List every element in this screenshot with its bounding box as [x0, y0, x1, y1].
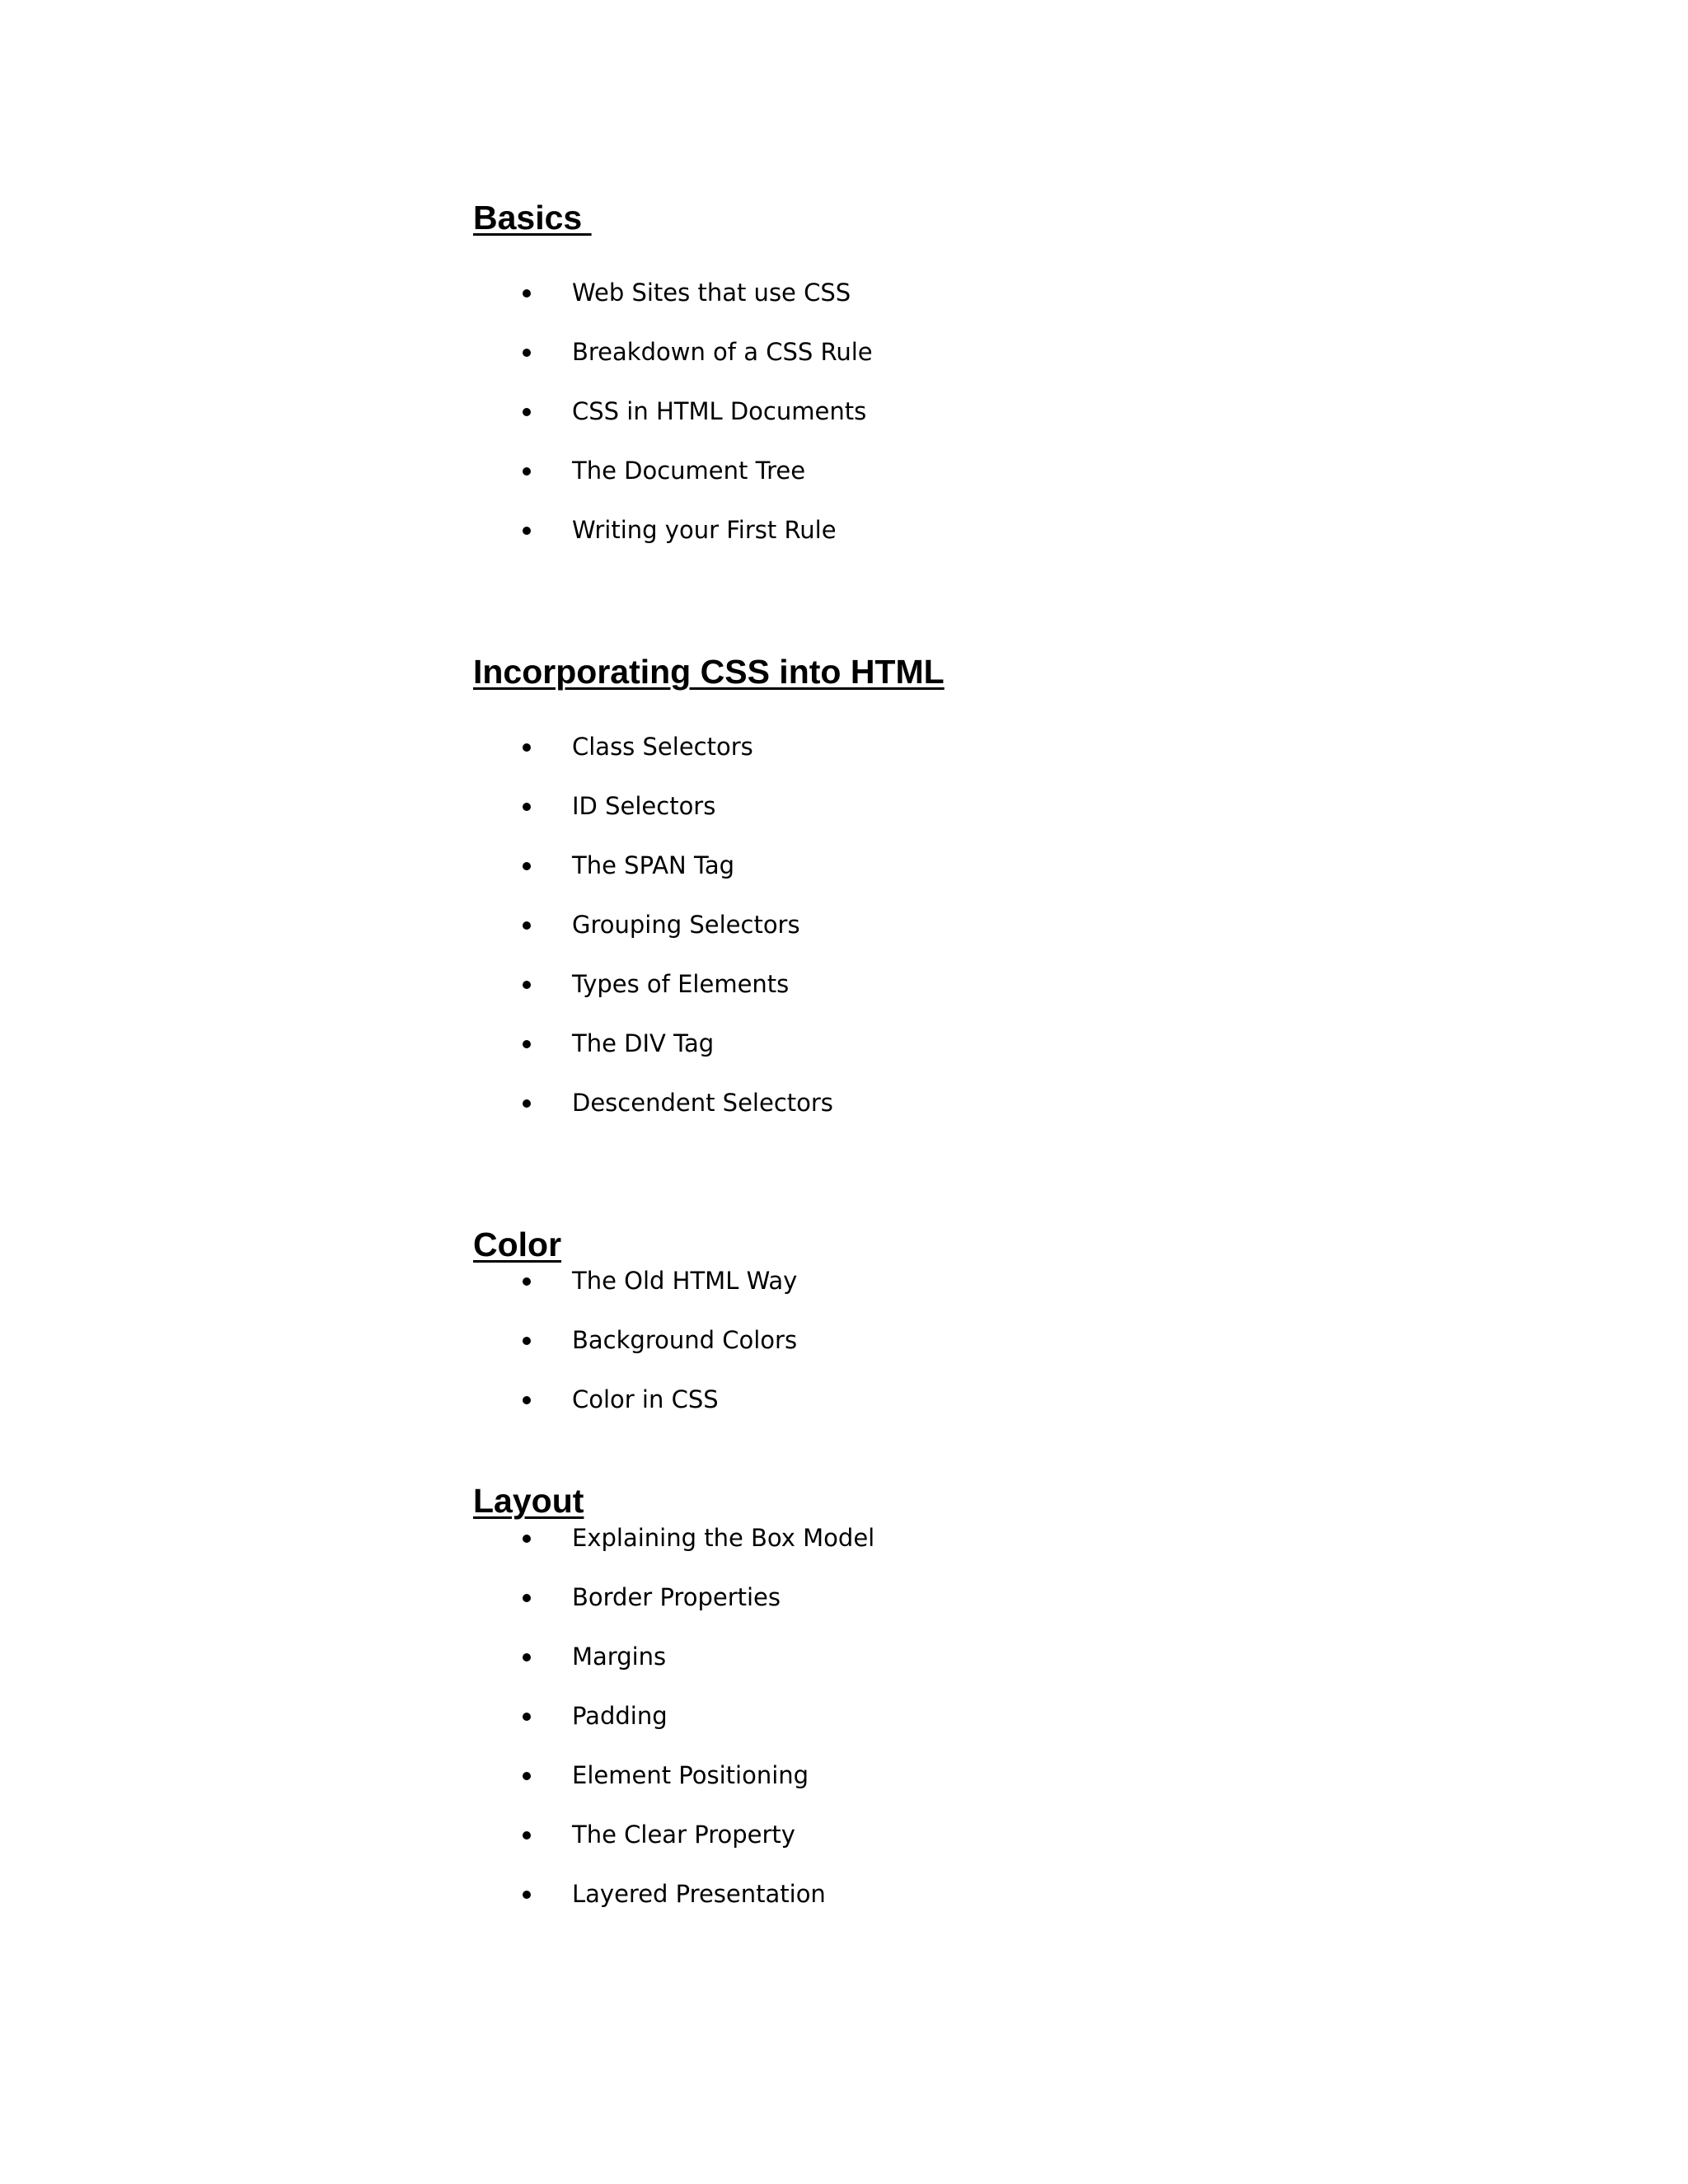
list-item-text: Class Selectors	[572, 733, 753, 761]
list-item-text: Background Colors	[572, 1326, 798, 1354]
bullet-icon	[523, 1891, 531, 1899]
bullet-icon	[523, 1653, 531, 1661]
list-item-text: Types of Elements	[572, 970, 790, 998]
bullet-icon	[523, 1831, 531, 1840]
list-item-text: Breakdown of a CSS Rule	[572, 338, 873, 366]
list-item-text: Grouping Selectors	[572, 911, 800, 939]
section-heading-color: Color	[473, 1226, 562, 1263]
list-item-text: Layered Presentation	[572, 1880, 826, 1908]
bullet-icon	[523, 1772, 531, 1780]
list-item-text: Element Positioning	[572, 1761, 809, 1789]
list-item-text: Web Sites that use CSS	[572, 279, 851, 307]
bullet-icon	[523, 1713, 531, 1721]
list-item-text: Padding	[572, 1702, 668, 1730]
bullet-icon	[523, 921, 531, 930]
bullet-icon	[523, 289, 531, 298]
bullet-icon	[523, 803, 531, 811]
bullet-icon	[523, 1277, 531, 1286]
section-heading-basics: Basics	[473, 199, 592, 237]
bullet-icon	[523, 408, 531, 416]
list-item-text: The Document Tree	[572, 457, 806, 485]
bullet-icon	[523, 743, 531, 752]
list-item-text: Writing your First Rule	[572, 516, 837, 544]
section-heading-incorporating-css: Incorporating CSS into HTML	[473, 653, 945, 691]
bullet-icon	[523, 1535, 531, 1543]
list-item-text: Margins	[572, 1643, 667, 1671]
list-item-text: The Old HTML Way	[572, 1267, 798, 1295]
bullet-icon	[523, 467, 531, 476]
bullet-icon	[523, 349, 531, 357]
bullet-icon	[523, 1337, 531, 1345]
bullet-icon	[523, 862, 531, 870]
bullet-icon	[523, 1396, 531, 1404]
list-item-text: The Clear Property	[572, 1821, 795, 1849]
bullet-icon	[523, 527, 531, 535]
bullet-icon	[523, 1594, 531, 1602]
list-item-text: CSS in HTML Documents	[572, 397, 867, 425]
list-item-text: The SPAN Tag	[572, 851, 735, 879]
list-item-text: The DIV Tag	[572, 1029, 715, 1057]
list-item-text: Explaining the Box Model	[572, 1524, 875, 1552]
bullet-icon	[523, 1040, 531, 1048]
bullet-icon	[523, 1099, 531, 1108]
section-heading-layout: Layout	[473, 1482, 584, 1520]
list-item-text: Border Properties	[572, 1583, 781, 1611]
list-item-text: ID Selectors	[572, 792, 716, 820]
list-item-text: Color in CSS	[572, 1385, 719, 1413]
bullet-icon	[523, 981, 531, 989]
list-item-text: Descendent Selectors	[572, 1089, 833, 1117]
